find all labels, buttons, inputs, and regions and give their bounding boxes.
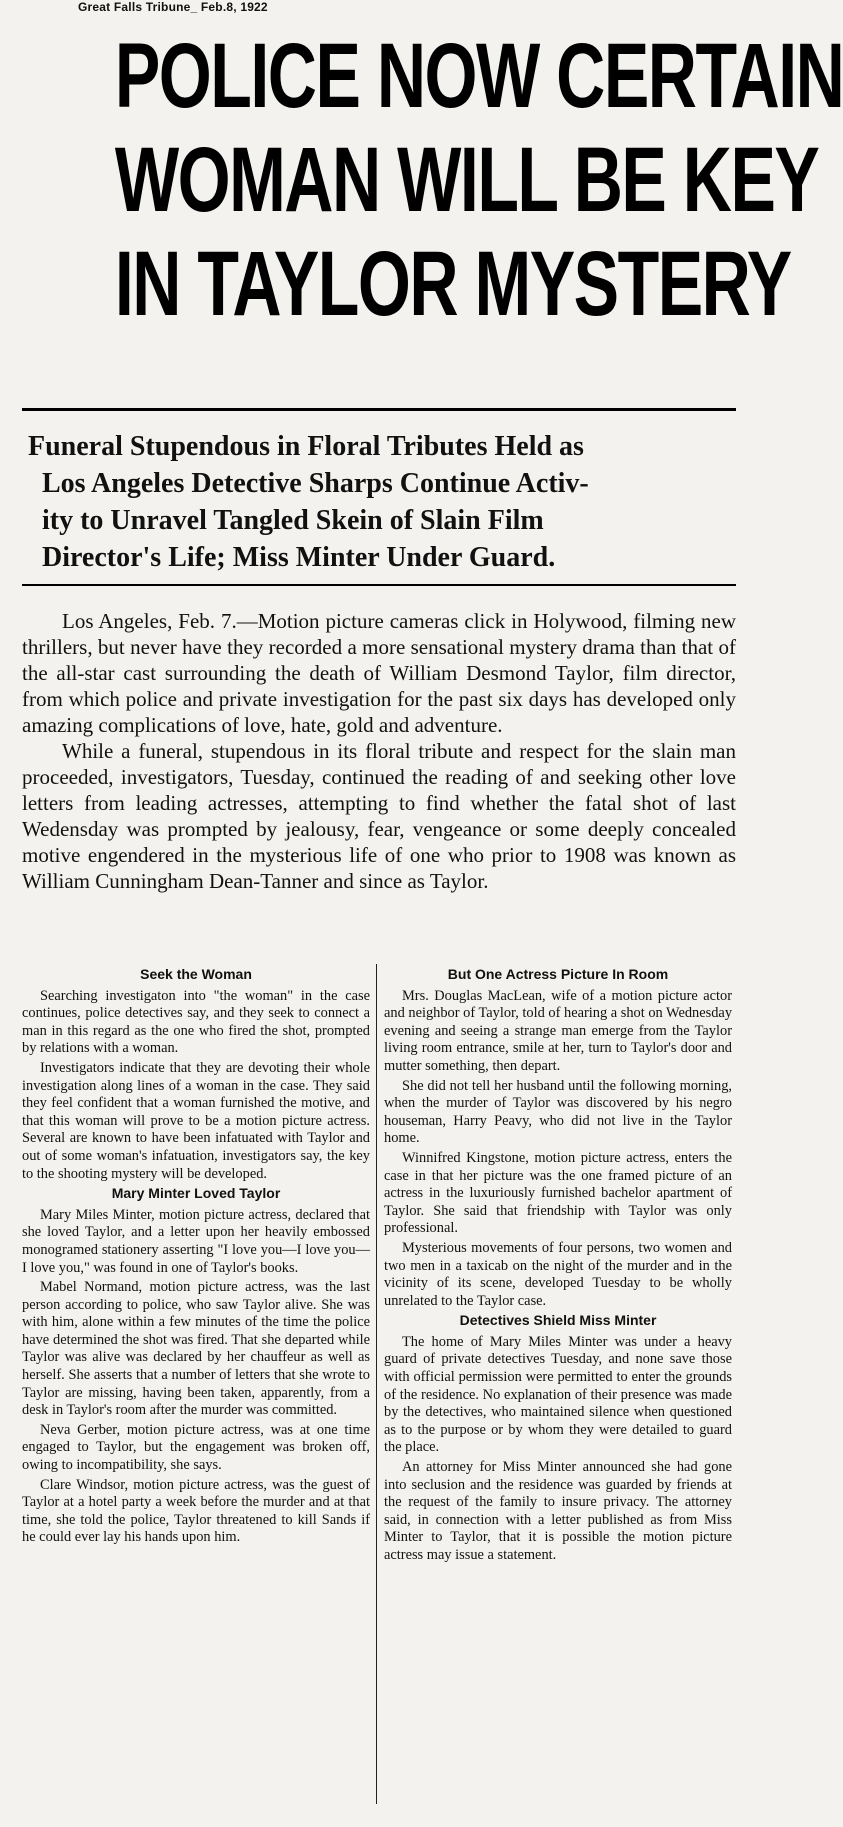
article-paragraph: Mrs. Douglas MacLean, wife of a motion picture actor and neighbor of Taylor, told of hearing a shot on Wednesday evening and seeing a strange man emerge from the Taylor living room entrance, smile at her, turn to Taylor's door and mutter something, then depart. [384, 987, 733, 1074]
source-label: Great Falls Tribune_ Feb.8, 1922 [78, 0, 268, 14]
article-columns [22, 964, 736, 1820]
article-paragraph: She did not tell her husband until the following morning, when the murder of Taylor was discovered by his negro houseman, Harry Peavy, who did not live in the Taylor home. [384, 1077, 732, 1147]
article-paragraph: Mysterious movements of four persons, two women and two men in a taxicab on the night of the murder and in the vicinity of its scene, developed Tuesday to be wholly unrelated to the Taylor case. [384, 1239, 732, 1309]
article-paragraph: Searching investigaton into "the woman" in the case continues, police detectives say, and they seek to connect a man in this regard as the one who fired the shot, prompted by relations with a woman. [22, 987, 370, 1057]
article-paragraph: Winnifred Kingstone, motion picture actress, enters the case in that her picture was the one framed picture of an actress in the luxuriously furnished bachelor apartment of Taylor. She said that friendship with Taylor was only professional. [384, 1149, 732, 1237]
lede-paragraph-1: Los Angeles, Feb. 7.—Motion picture cameras click in Holywood, filming new thrillers, but never have they recorded a more sensational mystery drama than that of the all-star cast surrounding the death of William Desmond Taylor, film director, from which police and private investigation for the past six days has developed only amazing complications of love, hate, gold and adventure. [22, 609, 736, 737]
article-paragraph: Neva Gerber, motion picture actress, was at one time engaged to Taylor, but the engagement was broken off, owing to incompatibility, she says. [22, 1421, 370, 1474]
right-column [384, 964, 732, 1567]
subheadline [28, 428, 728, 576]
subhead-line-3: ity to Unravel Tangled Skein of Slain Film [42, 505, 544, 536]
article-paragraph: The home of Mary Miles Minter was under a heavy guard of private detectives Tuesday, and none save those with official permission were permitted to enter the grounds of the residence. No explanation of their presence was made by the detectives, who maintained silence when questioned as to the purpose or by whom they were detailed to guard the place. [384, 1333, 732, 1456]
section-heading-minter-loved: Mary Minter Loved Taylor [111, 1185, 281, 1202]
article-paragraph: Mary Miles Minter, motion picture actress, declared that she loved Taylor, and a letter upon her heavily embossed monogramed stationery asserting "I love you—I love you—I love you," was found in one of Taylor's books. [22, 1206, 370, 1276]
headline-line-3: IN TAYLOR MYSTERY [114, 233, 791, 335]
lede-paragraph-2: While a funeral, stupendous in its floral tribute and respect for the slain man proceeded, investigators, Tuesday, continued the reading of and seeking other love letters from leading actresses, attempting to find whether the fatal shot of last Wedensday was prompted by jealousy, fear, vengeance or some deeply concealed motive engendered in the mysterious life of one who prior to 1908 was known as William Cunningham Dean-Tanner and since as Taylor. [22, 739, 736, 893]
headline-rule [22, 408, 736, 411]
left-column [22, 964, 370, 1549]
subhead-line-4: Director's Life; Miss Minter Under Guard. [42, 542, 556, 573]
headline [114, 0, 843, 336]
subhead-line-1: Funeral Stupendous in Floral Tributes Held as [28, 431, 584, 462]
headline-line-2: WOMAN WILL BE KEY [114, 129, 819, 231]
article-paragraph: Clare Windsor, motion picture actress, was the guest of Taylor at a hotel party a week before the murder and at that time, she told the police, Taylor threatened to kill Sands if he could ever lay his hands upon him. [22, 1476, 370, 1546]
section-heading-seek-woman: Seek the Woman [140, 966, 252, 982]
subhead-rule [22, 584, 736, 586]
section-heading-actress-picture: But One Actress Picture In Room [447, 966, 669, 982]
column-divider [376, 964, 377, 1804]
article-paragraph: Investigators indicate that they are devoting their whole investigation along lines of a woman in the case. They said they feel confident that a woman furnished the motive, and that this woman will prove to be a motion picture actress. Several are known to have been infatuated with Taylor and out of some woman's infatuation, investigators say, the key to the shooting mystery will be developed. [22, 1059, 370, 1182]
lede [22, 608, 736, 894]
section-heading-shield-minter: Detectives Shield Miss Minter [459, 1312, 657, 1329]
article-paragraph: Mabel Normand, motion picture actress, was the last person according to police, who saw Taylor alive. She was with him, alone within a few minutes of the time the police have determined the shot was fired. That she departed while Taylor was alive was declared by her chauffeur as well as herself. She asserts that a number of letters that she wrote to Taylor are missing, having been taken, apparently, from a desk in Taylor's room after the murder was committed. [22, 1279, 370, 1419]
headline-line-1: POLICE NOW CERTAIN [114, 25, 843, 127]
subhead-line-2: Los Angeles Detective Sharps Continue Activ- [42, 468, 589, 499]
article-paragraph: An attorney for Miss Minter announced she had gone into seclusion and the residence was guarded by friends at the request of the family to insure privacy. The attorney said, in connection with a letter published as from Miss Minter to Taylor, that it is possible the motion picture actress may issue a statement. [384, 1459, 732, 1563]
